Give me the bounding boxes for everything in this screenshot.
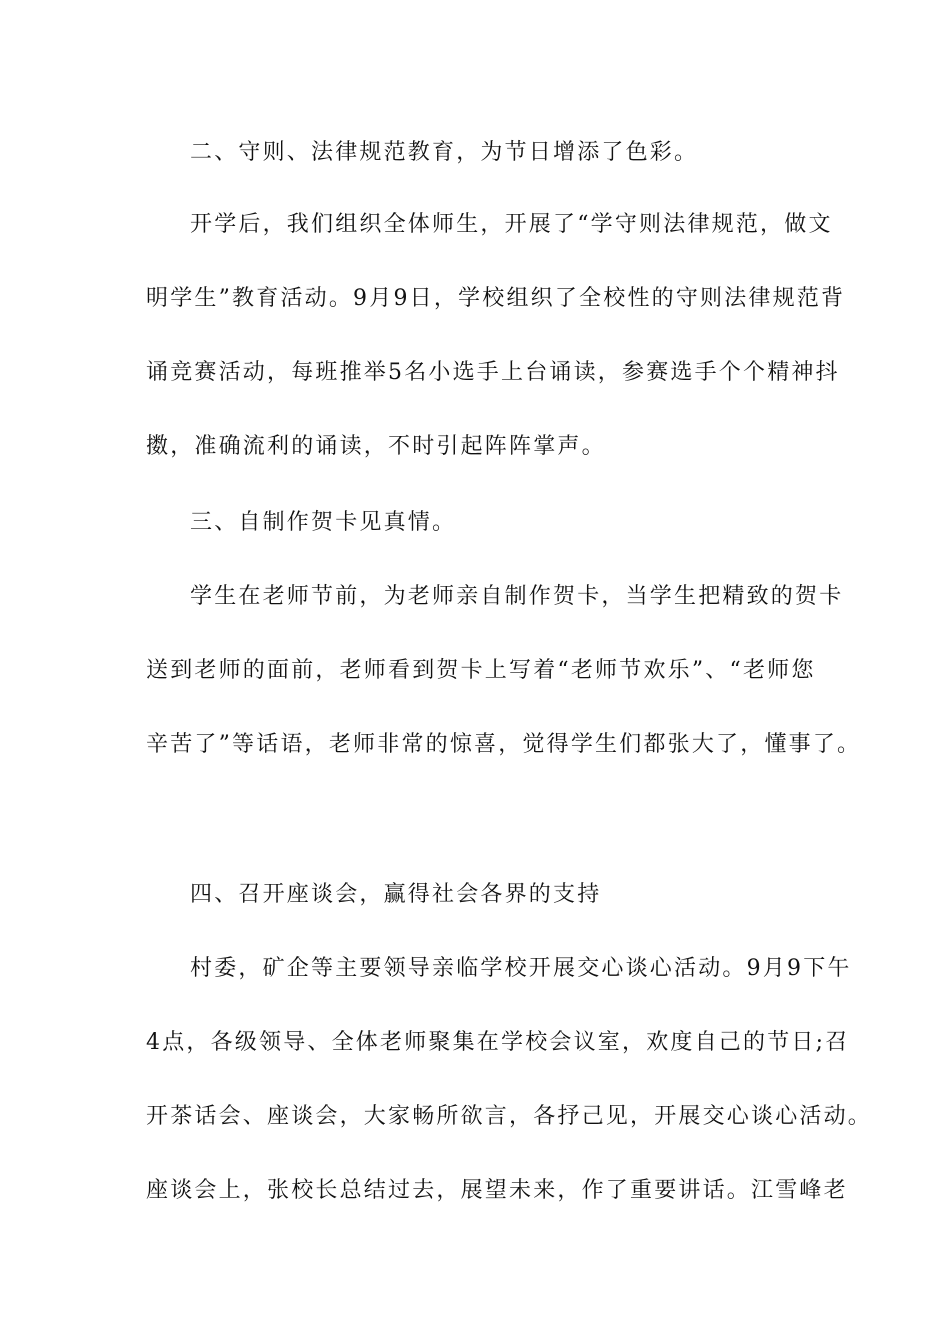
paragraph-line: 村委，矿企等主要领导亲临学校开展交心谈心活动。9月9下午 xyxy=(190,956,852,981)
section-heading-2: 二、守则、法律规范教育，为节日增添了色彩。 xyxy=(190,140,699,165)
paragraph-line: 诵竞赛活动，每班推举5名小选手上台诵读，参赛选手个个精神抖 xyxy=(146,360,840,385)
paragraph-line: 学生在老师节前，为老师亲自制作贺卡，当学生把精致的贺卡 xyxy=(190,584,844,609)
paragraph-line: 辛苦了”等话语，老师非常的惊喜，觉得学生们都张大了，懂事了。 xyxy=(146,732,862,757)
paragraph-line: 开学后，我们组织全体师生，开展了“学守则法律规范，做文 xyxy=(190,212,833,237)
paragraph-line: 送到老师的面前，老师看到贺卡上写着“老师节欢乐”、“老师您 xyxy=(146,658,816,683)
paragraph-line: 开茶话会、座谈会，大家畅所欲言，各抒己见，开展交心谈心活动。 xyxy=(146,1104,873,1129)
paragraph-line: 座谈会上，张校长总结过去，展望未来，作了重要讲话。江雪峰老 xyxy=(146,1178,848,1203)
paragraph-line: 明学生”教育活动。9月9日，学校组织了全校性的守则法律规范背 xyxy=(146,286,846,311)
paragraph-line: 擞，准确流利的诵读，不时引起阵阵掌声。 xyxy=(146,434,606,459)
section-heading-4: 四、召开座谈会，赢得社会各界的支持 xyxy=(190,882,602,907)
section-heading-3: 三、自制作贺卡见真情。 xyxy=(190,510,457,535)
paragraph-line: 4点，各级领导、全体老师聚集在学校会议室，欢度自己的节日;召 xyxy=(146,1030,850,1055)
